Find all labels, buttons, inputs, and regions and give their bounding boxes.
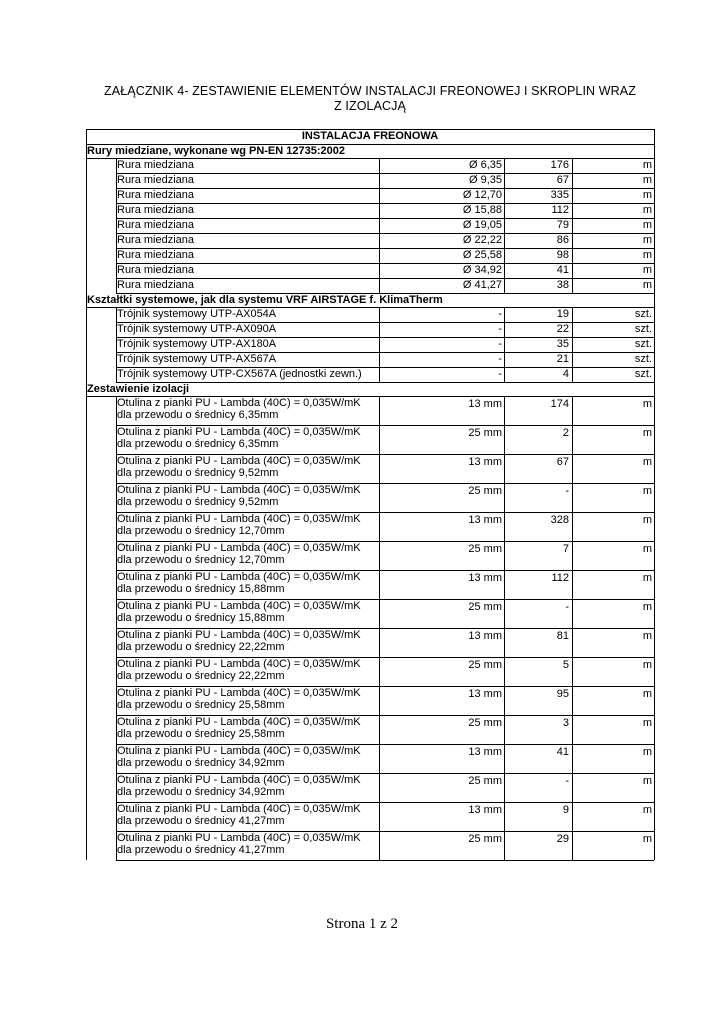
item-spec: 13 mm [468, 746, 502, 758]
table-row [86, 367, 654, 382]
item-name-line: Otulina z pianki PU - Lambda (40C) = 0,035W/mK [117, 803, 361, 815]
item-name [117, 600, 379, 624]
item-spec: - [498, 308, 502, 320]
table-row [86, 233, 654, 248]
item-name [117, 571, 379, 595]
table-row [86, 657, 654, 686]
item-name [117, 158, 379, 172]
table-row [86, 248, 654, 263]
item-unit: m [642, 572, 652, 584]
item-name-line: Rura miedziana [117, 279, 195, 291]
item-name-line: Otulina z pianki PU - Lambda (40C) = 0,035W/mK [117, 426, 361, 438]
item-name-line-2: dla przewodu o średnicy 12,70mm [117, 554, 285, 566]
item-name-line: Trójnik systemowy UTP-CX567A (jednostki zewn.) [117, 368, 362, 380]
item-name [117, 542, 379, 566]
item-name-line-2: dla przewodu o średnicy 25,58mm [117, 728, 285, 740]
column-divider [572, 396, 573, 860]
table-row [86, 541, 654, 570]
column-divider [504, 396, 505, 860]
item-name-line-2: dla przewodu o średnicy 34,92mm [117, 786, 285, 798]
item-name-line-2: dla przewodu o średnicy 15,88mm [117, 612, 285, 624]
item-name-line: Rura miedziana [117, 219, 195, 231]
item-spec: 25 mm [468, 601, 502, 613]
item-name-line: Rura miedziana [117, 204, 195, 216]
item-name-line: Rura miedziana [117, 249, 195, 261]
column-divider [572, 307, 573, 382]
item-name [117, 188, 379, 202]
item-name [117, 716, 379, 740]
table-row [86, 715, 654, 744]
item-spec: Ø 34,92 [462, 264, 502, 276]
item-name-line: Trójnik systemowy UTP-AX180A [117, 338, 277, 350]
item-quantity: 4 [562, 368, 569, 380]
group-label: Rury miedziane, wykonane wg PN-EN 12735:2002 [87, 145, 345, 157]
table-row [86, 628, 654, 657]
item-name-line-2: dla przewodu o średnicy 9,52mm [117, 467, 279, 479]
item-name [117, 397, 379, 421]
item-unit: m [642, 630, 652, 642]
item-name [117, 803, 379, 827]
item-quantity: - [565, 601, 569, 613]
item-name [117, 173, 379, 187]
item-unit: m [642, 659, 652, 671]
table-row [86, 158, 654, 173]
item-name-line: Otulina z pianki PU - Lambda (40C) = 0,035W/mK [117, 716, 361, 728]
item-quantity: 79 [556, 219, 569, 231]
item-spec: 25 mm [468, 775, 502, 787]
item-name-line-2: dla przewodu o średnicy 6,35mm [117, 409, 279, 421]
item-name [117, 278, 379, 292]
item-quantity: 328 [550, 514, 569, 526]
item-name [117, 307, 379, 321]
item-spec: Ø 19,05 [462, 219, 502, 231]
item-quantity: 19 [556, 308, 569, 320]
item-unit: m [642, 264, 652, 276]
section-title: INSTALACJA FREONOWA [301, 130, 439, 142]
item-name-line: Rura miedziana [117, 174, 195, 186]
item-spec: 25 mm [468, 659, 502, 671]
item-quantity: 35 [556, 338, 569, 350]
item-unit: m [642, 456, 652, 468]
item-quantity: 174 [550, 398, 569, 410]
item-spec: 13 mm [468, 456, 502, 468]
item-quantity: 22 [556, 323, 569, 335]
item-quantity: 67 [556, 456, 569, 468]
table-row [86, 173, 654, 188]
column-divider [86, 129, 87, 860]
table-row [86, 218, 654, 233]
group-label: Zestawienie izolacji [87, 383, 190, 395]
item-spec: - [498, 368, 502, 380]
column-divider [379, 396, 380, 860]
item-name-line: Otulina z pianki PU - Lambda (40C) = 0,035W/mK [117, 629, 361, 641]
item-name [117, 774, 379, 798]
item-quantity: 38 [556, 279, 569, 291]
item-name-line-2: dla przewodu o średnicy 15,88mm [117, 583, 285, 595]
item-name [117, 352, 379, 366]
item-name-line-2: dla przewodu o średnicy 34,92mm [117, 757, 285, 769]
item-quantity: 41 [556, 746, 569, 758]
item-spec: 13 mm [468, 398, 502, 410]
column-divider [116, 396, 117, 860]
item-unit: szt. [634, 338, 652, 350]
item-unit: m [642, 775, 652, 787]
data-divider [116, 382, 654, 383]
column-divider [504, 307, 505, 382]
table-row [86, 599, 654, 628]
table-row [86, 352, 654, 367]
item-unit: m [642, 398, 652, 410]
item-name [117, 629, 379, 653]
item-unit: szt. [634, 323, 652, 335]
item-name [117, 513, 379, 537]
table-row [86, 337, 654, 352]
column-divider [116, 158, 117, 293]
item-spec: Ø 9,35 [468, 174, 502, 186]
item-name-line-2: dla przewodu o średnicy 12,70mm [117, 525, 285, 537]
item-unit: m [642, 514, 652, 526]
item-name-line: Otulina z pianki PU - Lambda (40C) = 0,035W/mK [117, 774, 361, 786]
item-quantity: 335 [550, 189, 569, 201]
item-unit: m [642, 159, 652, 171]
item-spec: 13 mm [468, 688, 502, 700]
table-row [86, 686, 654, 715]
item-quantity: 86 [556, 234, 569, 246]
item-name [117, 263, 379, 277]
item-quantity: 21 [556, 353, 569, 365]
item-quantity: 98 [556, 249, 569, 261]
item-quantity: 7 [562, 543, 569, 555]
item-name-line: Otulina z pianki PU - Lambda (40C) = 0,035W/mK [117, 745, 361, 757]
item-unit: szt. [634, 308, 652, 320]
item-name-line: Otulina z pianki PU - Lambda (40C) = 0,035W/mK [117, 397, 361, 409]
table-row [86, 570, 654, 599]
item-quantity: 3 [562, 717, 569, 729]
item-unit: m [642, 485, 652, 497]
item-spec: 25 mm [468, 485, 502, 497]
item-name-line-2: dla przewodu o średnicy 41,27mm [117, 844, 285, 856]
item-name-line: Otulina z pianki PU - Lambda (40C) = 0,035W/mK [117, 571, 361, 583]
item-spec: 13 mm [468, 514, 502, 526]
item-name-line: Otulina z pianki PU - Lambda (40C) = 0,035W/mK [117, 484, 361, 496]
item-unit: m [642, 833, 652, 845]
table-row [86, 454, 654, 483]
item-spec: - [498, 353, 502, 365]
table-row [86, 263, 654, 278]
item-unit: szt. [634, 368, 652, 380]
item-name [117, 745, 379, 769]
item-unit: m [642, 543, 652, 555]
item-name-line-2: dla przewodu o średnicy 22,22mm [117, 641, 285, 653]
item-name-line: Otulina z pianki PU - Lambda (40C) = 0,035W/mK [117, 513, 361, 525]
item-unit: m [642, 219, 652, 231]
item-name-line: Rura miedziana [117, 234, 195, 246]
item-spec: Ø 6,35 [468, 159, 502, 171]
item-name [117, 658, 379, 682]
item-name-line: Otulina z pianki PU - Lambda (40C) = 0,035W/mK [117, 455, 361, 467]
item-spec: 13 mm [468, 630, 502, 642]
item-name-line-2: dla przewodu o średnicy 6,35mm [117, 438, 279, 450]
table-row [86, 322, 654, 337]
item-quantity: 2 [562, 427, 569, 439]
item-name [117, 203, 379, 217]
item-quantity: - [565, 485, 569, 497]
item-name [117, 322, 379, 336]
item-quantity: 9 [562, 804, 569, 816]
item-quantity: 81 [556, 630, 569, 642]
table-row [86, 278, 654, 293]
item-unit: m [642, 746, 652, 758]
document-title: ZAŁĄCZNIK 4- ZESTAWIENIE ELEMENTÓW INSTALACJI FREONOWEJ I SKROPLIN WRAZ Z IZOLACJĄ [104, 84, 636, 113]
item-name-line: Otulina z pianki PU - Lambda (40C) = 0,035W/mK [117, 687, 361, 699]
item-spec: Ø 41,27 [462, 279, 502, 291]
item-quantity: 95 [556, 688, 569, 700]
table-row [86, 802, 654, 831]
item-unit: m [642, 427, 652, 439]
item-name-line: Otulina z pianki PU - Lambda (40C) = 0,035W/mK [117, 658, 361, 670]
item-unit: m [642, 601, 652, 613]
item-name-line: Rura miedziana [117, 189, 195, 201]
table-row [86, 831, 654, 860]
item-unit: m [642, 174, 652, 186]
table-row [86, 773, 654, 802]
item-spec: Ø 22,22 [462, 234, 502, 246]
item-name-line-2: dla przewodu o średnicy 25,58mm [117, 699, 285, 711]
item-name-line: Rura miedziana [117, 159, 195, 171]
item-unit: m [642, 804, 652, 816]
item-quantity: 67 [556, 174, 569, 186]
item-unit: m [642, 279, 652, 291]
item-name [117, 484, 379, 508]
item-spec: 25 mm [468, 833, 502, 845]
item-unit: szt. [634, 353, 652, 365]
item-name [117, 687, 379, 711]
table-row [86, 307, 654, 322]
page-number: Strona 1 z 2 [325, 916, 399, 932]
column-divider [504, 158, 505, 293]
column-divider [379, 158, 380, 293]
item-spec: - [498, 338, 502, 350]
item-spec: 13 mm [468, 572, 502, 584]
item-name-line: Rura miedziana [117, 264, 195, 276]
column-divider [379, 307, 380, 382]
table-row [86, 396, 654, 425]
item-unit: m [642, 717, 652, 729]
item-quantity: 112 [551, 572, 569, 584]
item-unit: m [642, 688, 652, 700]
item-name-line-2: dla przewodu o średnicy 41,27mm [117, 815, 285, 827]
item-spec: 25 mm [468, 427, 502, 439]
item-name-line-2: dla przewodu o średnicy 9,52mm [117, 496, 279, 508]
item-name [117, 218, 379, 232]
item-name-line: Trójnik systemowy UTP-AX567A [117, 353, 277, 365]
column-divider [654, 129, 655, 860]
item-unit: m [642, 189, 652, 201]
item-name-line: Otulina z pianki PU - Lambda (40C) = 0,035W/mK [117, 542, 361, 554]
item-spec: 25 mm [468, 543, 502, 555]
table-row [86, 203, 654, 218]
item-name [117, 426, 379, 450]
item-quantity: 29 [556, 833, 569, 845]
item-unit: m [642, 204, 652, 216]
item-unit: m [642, 234, 652, 246]
item-spec: - [498, 323, 502, 335]
item-name [117, 233, 379, 247]
item-name-line: Otulina z pianki PU - Lambda (40C) = 0,035W/mK [117, 832, 361, 844]
item-name-line: Otulina z pianki PU - Lambda (40C) = 0,035W/mK [117, 600, 361, 612]
item-name-line-2: dla przewodu o średnicy 22,22mm [117, 670, 285, 682]
item-quantity: 5 [562, 659, 569, 671]
item-quantity: 112 [551, 204, 569, 216]
item-spec: Ø 12,70 [462, 189, 502, 201]
item-name [117, 337, 379, 351]
item-spec: Ø 25,58 [462, 249, 502, 261]
item-name-line: Trójnik systemowy UTP-AX090A [117, 323, 277, 335]
item-spec: 25 mm [468, 717, 502, 729]
column-divider [572, 158, 573, 293]
item-name [117, 367, 379, 381]
data-divider [116, 860, 654, 861]
item-spec: Ø 15,88 [462, 204, 502, 216]
item-name-line: Trójnik systemowy UTP-AX054A [117, 308, 277, 320]
group-label: Kształtki systemowe, jak dla systemu VRF AIRSTAGE f. KlimaTherm [87, 294, 443, 306]
table-row [86, 744, 654, 773]
item-unit: m [642, 249, 652, 261]
item-name [117, 455, 379, 479]
table-row [86, 188, 654, 203]
item-spec: 13 mm [468, 804, 502, 816]
item-name [117, 248, 379, 262]
item-quantity: 176 [550, 159, 569, 171]
table-row [86, 512, 654, 541]
table-row [86, 425, 654, 454]
column-divider [116, 307, 117, 382]
table-row [86, 483, 654, 512]
item-name [117, 832, 379, 856]
item-quantity: - [565, 775, 569, 787]
item-quantity: 41 [556, 264, 569, 276]
